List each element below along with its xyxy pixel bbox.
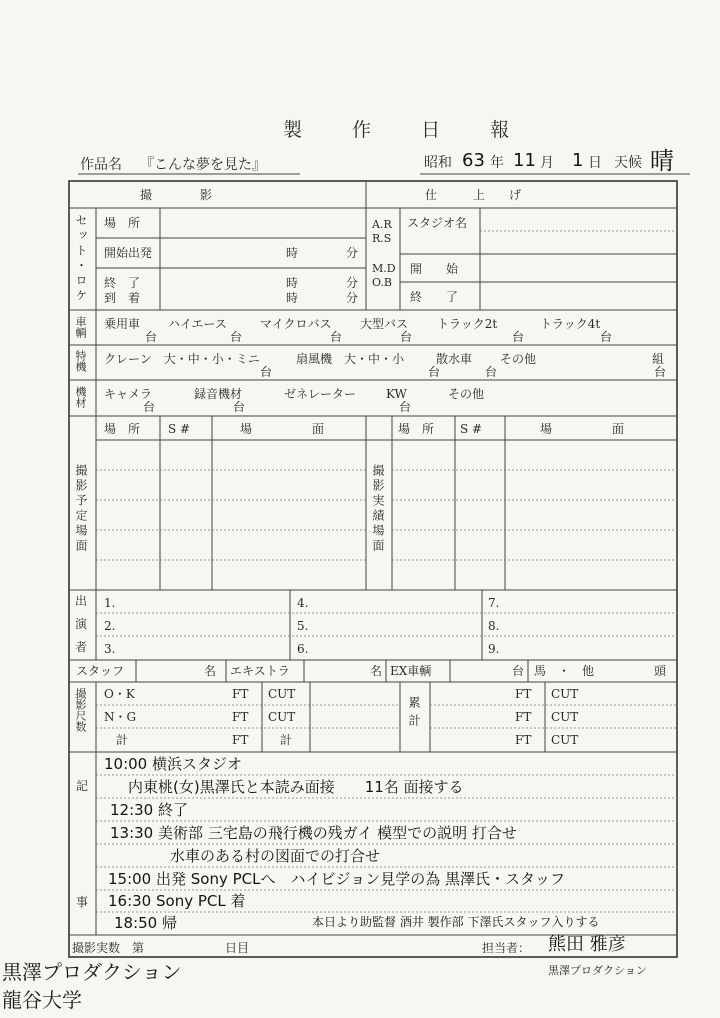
- work-label: 作品名: [80, 157, 122, 173]
- ruikei-label: 累計: [407, 696, 421, 732]
- special-label: 特機: [74, 350, 87, 372]
- note-line: 10:00 横浜スタジオ: [104, 755, 242, 773]
- actual-sno-header: S #: [460, 422, 483, 436]
- cast-7: 7.: [488, 596, 500, 610]
- weather-value: 晴: [650, 147, 674, 175]
- equipment-kw: KW: [386, 387, 407, 401]
- plan-scene-label: 撮影予定場面: [74, 464, 88, 554]
- company-name: 黒澤プロダクション: [548, 964, 647, 977]
- total-kei: 計: [280, 733, 293, 747]
- ng-cut: CUT: [268, 710, 296, 724]
- staff-label: スタッフ: [76, 664, 125, 678]
- watermark-line1: 黒澤プロダクション: [2, 960, 182, 984]
- arrive-min: 分: [346, 291, 359, 305]
- days-label: 撮影実数 第: [72, 941, 145, 955]
- end-min: 分: [346, 276, 359, 290]
- equipment-unit-3: 台: [399, 400, 412, 414]
- vehicle-unit-2: 台: [230, 330, 243, 344]
- vehicle-truck4: トラック4t: [540, 317, 601, 331]
- date-year: 63: [462, 150, 485, 171]
- cast-label-3: 者: [75, 640, 88, 654]
- place-label: 場 所: [104, 216, 141, 230]
- person-name: 熊田 雅彦: [548, 934, 626, 955]
- rk-ft-3: FT: [515, 733, 532, 747]
- vehicle-bus: 大型バス: [360, 317, 409, 331]
- md-ob-label: M.D O.B: [372, 262, 396, 289]
- special-crane: クレーン 大・中・小・ミニ: [104, 352, 260, 366]
- extra-unit: 名: [370, 664, 383, 678]
- start-label: 開始出発: [104, 246, 153, 260]
- end-label: 終 了: [104, 276, 141, 290]
- total-ft: FT: [232, 733, 249, 747]
- ex-car-label: EX車輌: [390, 664, 432, 678]
- cast-1: 1.: [104, 596, 116, 610]
- extra-label: エキストラ: [230, 664, 290, 678]
- watermark-line2: 龍谷大学: [2, 988, 82, 1012]
- days-unit: 日目: [225, 941, 250, 955]
- ng-label: N・G: [104, 710, 137, 724]
- equipment-label: 機材: [74, 386, 87, 408]
- vehicle-unit-4: 台: [400, 330, 413, 344]
- cast-label-1: 出: [75, 594, 88, 608]
- note-line: 16:30 Sony PCL 着: [108, 892, 246, 910]
- vehicle-unit-3: 台: [330, 330, 343, 344]
- cast-9: 9.: [488, 642, 500, 656]
- special-unit-3: 台: [485, 365, 498, 379]
- weather-label: 天候: [614, 155, 642, 171]
- date-month-unit: 月: [540, 155, 554, 171]
- ex-car-unit: 台: [512, 664, 525, 678]
- equipment-generator: ゼネレーター: [284, 387, 357, 401]
- vehicles-label: 車輌: [74, 316, 87, 338]
- special-unit-4: 台: [654, 365, 667, 379]
- date-era: 昭和: [424, 155, 452, 171]
- cast-6: 6.: [297, 642, 309, 656]
- rk-ft-1: FT: [515, 687, 532, 701]
- note-line: 水車のある村の図面での打合せ: [170, 847, 381, 865]
- note-line: 内東桃(女)黒澤氏と本読み面接 11名 面接する: [128, 778, 464, 796]
- rk-cut-1: CUT: [551, 687, 579, 701]
- staff-unit: 名: [204, 664, 217, 678]
- cast-4: 4.: [297, 596, 309, 610]
- horse-unit: 頭: [654, 664, 667, 678]
- date-month: 11: [513, 150, 536, 171]
- actual-scene-header: 場 面: [540, 422, 625, 436]
- plan-sno-header: S #: [168, 422, 191, 436]
- horse-label: 馬 ・ 他: [534, 664, 595, 678]
- start-min: 分: [346, 246, 359, 260]
- cast-2: 2.: [104, 619, 116, 633]
- rk-ft-2: FT: [515, 710, 532, 724]
- studio-end-label: 終 了: [410, 290, 459, 304]
- note-line: 15:00 出発 Sony PCLへ ハイビジョン見学の為 黒澤氏・スタッフ: [108, 870, 565, 888]
- vehicle-car: 乗用車: [104, 317, 141, 331]
- rk-cut-3: CUT: [551, 733, 579, 747]
- date-day: 1: [572, 150, 584, 171]
- actual-scene-label: 撮影実績場面: [371, 464, 385, 554]
- total-label: 計: [116, 733, 129, 747]
- note-line: 18:50 帰: [114, 914, 177, 932]
- actual-place-header: 場 所: [398, 422, 435, 436]
- special-other: その他: [500, 352, 537, 366]
- end-hour: 時: [286, 276, 299, 290]
- special-set-unit: 組: [652, 352, 665, 366]
- rk-cut-2: CUT: [551, 710, 579, 724]
- ok-ft: FT: [232, 687, 249, 701]
- vehicle-truck2: トラック2t: [437, 317, 498, 331]
- set-loc-label: セット・ロケ: [74, 214, 88, 304]
- special-fan: 扇風機 大・中・小: [296, 352, 405, 366]
- arrive-label: 到 着: [104, 291, 141, 305]
- equipment-other: その他: [448, 387, 485, 401]
- special-unit-2: 台: [428, 365, 441, 379]
- note-line: 本日より助監督 酒井 製作部 下澤氏スタッフ入りする: [312, 915, 600, 929]
- counts-label: 撮影尺数: [74, 688, 87, 732]
- ok-label: O・K: [104, 687, 135, 701]
- cast-3: 3.: [104, 642, 116, 656]
- vehicle-unit-1: 台: [145, 330, 158, 344]
- work-title: 『こんな夢を見た』: [140, 157, 266, 173]
- vehicle-unit-6: 台: [600, 330, 613, 344]
- plan-place-header: 場 所: [104, 422, 141, 436]
- vehicle-unit-5: 台: [512, 330, 525, 344]
- note-line: 12:30 終了: [110, 801, 188, 819]
- notes-label-ji: 事: [76, 895, 89, 909]
- ng-ft: FT: [232, 710, 249, 724]
- report-title: 製 作 日 報: [283, 119, 532, 141]
- note-line: 13:30 美術部 三宅島の飛行機の残ガイ 模型での説明 打合せ: [110, 824, 517, 842]
- cast-5: 5.: [297, 619, 309, 633]
- cast-label-2: 演: [75, 617, 88, 631]
- vehicle-hiace: ハイエース: [168, 317, 227, 331]
- studio-name-label: スタジオ名: [407, 216, 468, 230]
- equipment-unit-2: 台: [233, 400, 246, 414]
- vehicle-microbus: マイクロバス: [260, 317, 332, 331]
- person-label: 担当者：: [482, 941, 531, 955]
- equipment-sound: 録音機材: [194, 387, 243, 401]
- start-hour: 時: [286, 246, 299, 260]
- ar-rs-label: A.R R.S: [372, 218, 392, 245]
- notes-label-ki: 記: [76, 779, 89, 793]
- studio-start-label: 開 始: [410, 262, 459, 276]
- equipment-camera: キャメラ: [104, 387, 153, 401]
- plan-scene-header: 場 面: [240, 422, 325, 436]
- ok-cut: CUT: [268, 687, 296, 701]
- date-year-unit: 年: [490, 155, 504, 171]
- cast-8: 8.: [488, 619, 500, 633]
- special-sprinkler: 散水車: [436, 352, 473, 366]
- date-day-unit: 日: [588, 155, 602, 171]
- section-finishing: 仕 上 げ: [425, 188, 522, 202]
- special-unit-1: 台: [260, 365, 273, 379]
- equipment-unit-1: 台: [143, 400, 156, 414]
- section-shooting: 撮 影: [140, 188, 213, 202]
- arrive-hour: 時: [286, 291, 299, 305]
